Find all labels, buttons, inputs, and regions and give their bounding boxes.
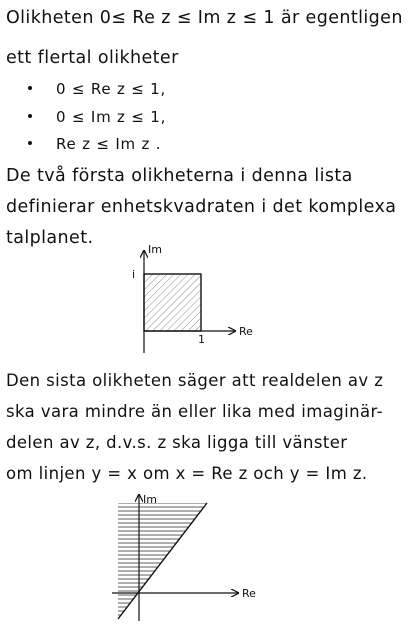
re-axis-label: Re — [242, 587, 256, 600]
re-axis-label: Re — [239, 325, 253, 338]
bullet-dot — [28, 141, 32, 145]
intro-line-2: ett flertal olikheter — [6, 48, 179, 68]
i-tick-label: i — [132, 268, 136, 281]
bullet-dot — [28, 86, 32, 90]
paragraph-1-line: talplanet. — [6, 228, 94, 248]
list-item — [56, 108, 166, 126]
paragraph-2-line: om linjen y = x om x = Re z och y = Im z. — [6, 464, 368, 483]
unit-square-figure — [120, 243, 260, 353]
half-plane-figure — [112, 493, 262, 623]
bullet-dot — [28, 114, 32, 118]
intro-line-1: Olikheten 0≤ Re z ≤ Im z ≤ 1 är egentligen — [6, 8, 403, 28]
list-item — [56, 80, 166, 98]
paragraph-1-line: definierar enhetskvadraten i det komplexa — [6, 197, 397, 217]
one-tick-label: 1 — [198, 333, 205, 346]
shaded-square — [144, 274, 201, 331]
im-axis-label: Im — [143, 493, 157, 506]
paragraph-2-line: delen av z, d.v.s. z ska ligga till vänster — [6, 433, 348, 452]
list-item-text: 0 ≤ Im z ≤ 1, — [56, 108, 167, 126]
paragraph-2-line: ska vara mindre än eller lika med imaginär- — [6, 402, 383, 421]
paragraph-2-line: Den sista olikheten säger att realdelen av z — [6, 371, 384, 390]
list-item-text: Re z ≤ Im z . — [56, 135, 162, 153]
im-axis-label: Im — [148, 243, 162, 256]
list-item-text: 0 ≤ Re z ≤ 1, — [56, 80, 167, 98]
list-item — [56, 135, 161, 153]
paragraph-1-line: De två första olikheterna i denna lista — [6, 166, 353, 186]
